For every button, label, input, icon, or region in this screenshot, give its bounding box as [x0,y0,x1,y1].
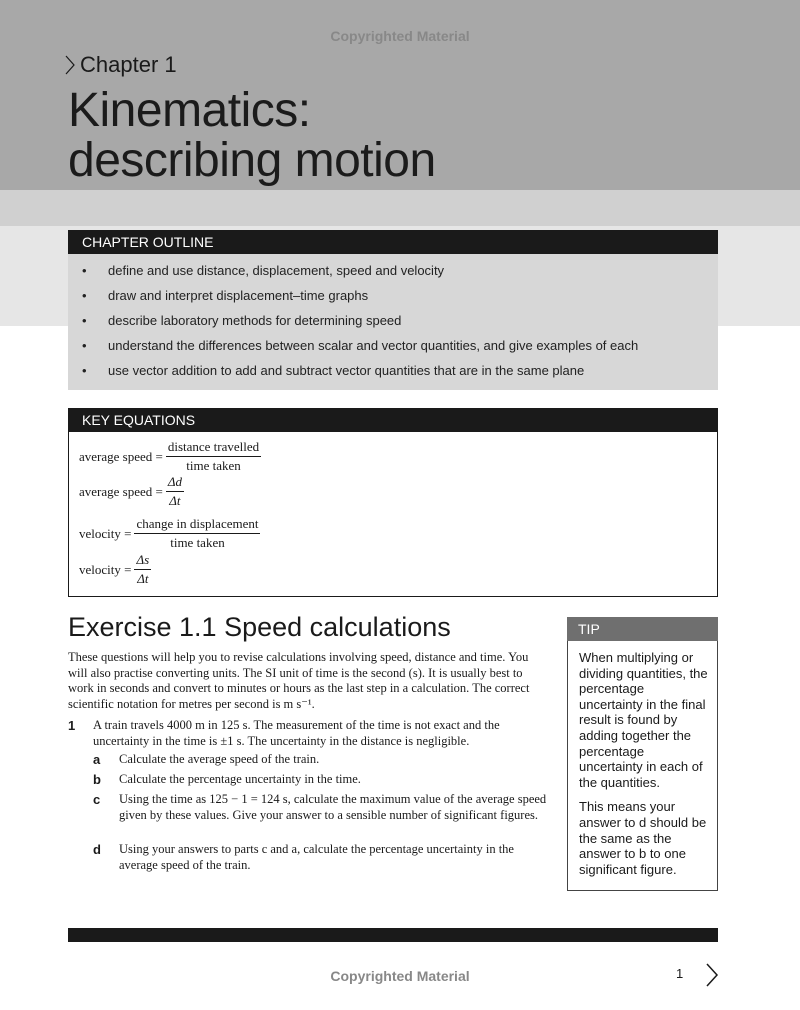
part-text: Using your answers to parts c and a, calculate the percentage uncertainty in the average speed of the train. [119,842,514,872]
equation-numerator: change in displacement [134,516,260,534]
chapter-outline-heading: CHAPTER OUTLINE [68,230,718,254]
equation-velocity-delta [79,552,151,587]
header-band-side-right [718,270,800,326]
equation-denominator: time taken [186,458,241,473]
equation-denominator: Δt [137,571,149,586]
bullet-icon: • [82,263,87,278]
outline-item [68,258,718,283]
equation-average-speed-delta [79,474,184,509]
key-equations-heading: KEY EQUATIONS [68,408,718,432]
question-part [93,772,548,788]
equation-fraction [134,516,260,551]
chapter-label [64,52,177,78]
equation-velocity-words [79,516,260,551]
equation-average-speed-words [79,439,261,474]
tip-heading: TIP [567,617,718,641]
equation-fraction [166,474,184,509]
copyright-watermark-bottom: Copyrighted Material [330,968,470,984]
tip-paragraph: This means your answer to d should be the same as the answer to b to one significant figure. [579,799,707,877]
outline-item [68,333,718,358]
question-text: A train travels 4000 m in 125 s. The measurement of the time is not exact and the uncertainty in the time is ±1 s. The uncertainty in the distance is negligible. [93,718,500,748]
header-band-lower [0,190,800,226]
outline-item [68,283,718,308]
chapter-title [68,86,436,186]
equation-lhs: average speed = [79,483,163,499]
part-label: c [93,792,101,807]
part-text: Calculate the percentage uncertainty in the time. [119,772,361,786]
part-label: a [93,752,101,767]
equation-numerator: Δs [134,552,151,570]
chapter-label-text: Chapter 1 [80,52,177,77]
tip-body [568,641,717,877]
outline-item [68,358,718,383]
chapter-outline-box [68,230,718,390]
outline-item-text: draw and interpret displacement–time graphs [108,288,369,303]
tip-box [567,617,718,891]
bullet-icon: • [82,313,87,328]
header-band-side-left [0,270,68,326]
footer-rule [68,928,718,942]
part-label: b [93,772,101,787]
outline-item [68,308,718,333]
equation-lhs: average speed = [79,448,163,464]
chapter-title-line-1: Kinematics: [68,84,311,137]
outline-item-text: use vector addition to add and subtract vector quantities that are in the same plane [108,363,585,378]
chapter-outline-list [68,258,718,383]
question-number: 1 [68,718,76,733]
part-label: d [93,842,101,857]
outline-item-text: describe laboratory methods for determining speed [108,313,402,328]
equation-denominator: time taken [170,535,225,550]
tip-paragraph: When multiplying or dividing quantities, the percentage uncertainty in the final result is found by adding together the percentage uncertainty in each of the quantities. [579,650,708,790]
chevron-right-icon [64,54,76,76]
equation-numerator: Δd [166,474,184,492]
chapter-title-line-2: describing motion [68,134,436,187]
bullet-icon: • [82,363,87,378]
equation-lhs: velocity = [79,525,132,541]
page-number: 1 [676,966,684,981]
part-text: Calculate the average speed of the train. [119,752,320,766]
question-part [93,842,548,873]
question-part [93,792,548,823]
exercise-intro: These questions will help you to revise calculations involving speed, distance and time. You will also practise converting units. The SI unit of time is the second (s). It is usually best to work in seconds and convert to minutes or hours as the last step in a calculation. The correct scientific notation for metres per second is m s⁻¹. [68,650,530,711]
exercise-title: Exercise 1.1 Speed calculations [68,612,451,642]
equation-fraction [166,439,261,474]
equation-fraction [134,552,151,587]
next-page-chevron-icon[interactable] [705,962,719,988]
question-part [93,752,548,768]
equation-denominator: Δt [169,493,181,508]
equation-lhs: velocity = [79,561,132,577]
equation-numerator: distance travelled [166,439,261,457]
copyright-watermark-top: Copyrighted Material [330,28,470,44]
bullet-icon: • [82,288,87,303]
bullet-icon: • [82,338,87,353]
outline-item-text: define and use distance, displacement, speed and velocity [108,263,445,278]
part-text: Using the time as 125 − 1 = 124 s, calculate the maximum value of the average speed given by these values. Give your answer to a sensible number of significant figures. [119,792,547,822]
outline-item-text: understand the differences between scalar and vector quantities, and give examples of each [108,338,639,353]
key-equations-box [68,408,718,597]
